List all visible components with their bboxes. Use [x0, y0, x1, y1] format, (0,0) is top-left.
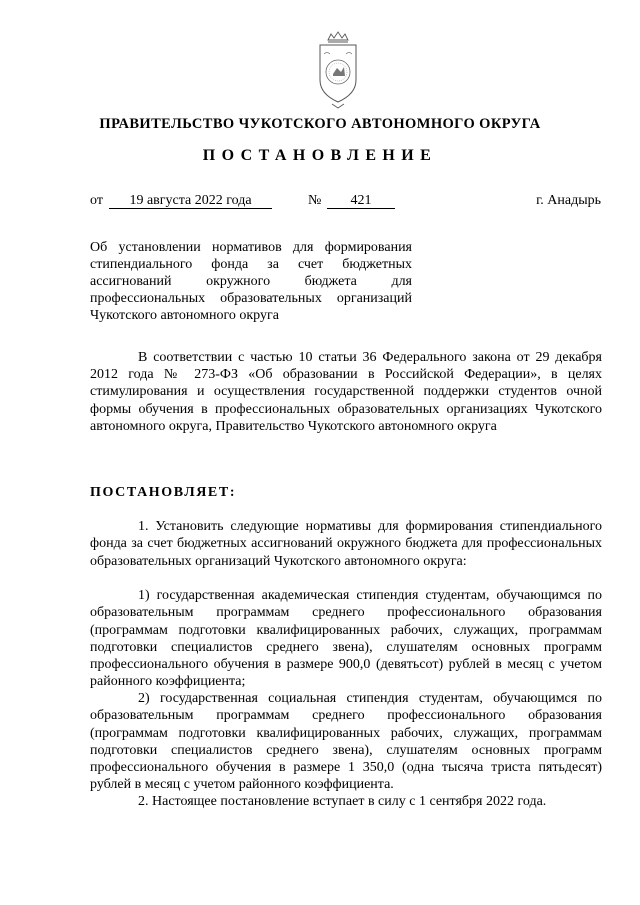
- subject-line: профессиональных образовательных организаций: [90, 291, 412, 306]
- resolves-heading: ПОСТАНОВЛЯЕТ:: [90, 485, 237, 500]
- number-label: №: [308, 193, 322, 208]
- decree-subject: [90, 239, 412, 324]
- decree-title: ПОСТАНОВЛЕНИЕ: [202, 147, 438, 164]
- clause-2: 2. Настоящее постановление вступает в силу с 1 сентября 2022 года.: [138, 794, 547, 809]
- government-title: ПРАВИТЕЛЬСТВО ЧУКОТСКОГО АВТОНОМНОГО ОКРУГА: [99, 116, 541, 132]
- preamble-paragraph: В соответствии с частью 10 статьи 36 Федерального закона от 29 декабря 2012 года № 273-ФЗ «Об образовании в Российской Федерации», в целях стимулирования и осуществления государственной поддержки студентов очной формы обучения в профессиональных образовательных организациях Чукотского автономного округа, Правительство Чукотского автономного округа: [90, 350, 602, 434]
- clause-1: 1. Установить следующие нормативы для формирования стипендиального фонда за счет бюджетных ассигнований окружного бюджета для профессиональных образовательных организаций Чукотского автономного округа:: [90, 519, 602, 569]
- decree-city: г. Анадырь: [536, 193, 601, 208]
- decree-date: 19 августа 2022 года: [109, 191, 272, 209]
- coat-of-arms-icon: [314, 30, 362, 110]
- date-prefix: от: [90, 193, 103, 208]
- subject-line: стипендиального фонда за счет бюджетных: [90, 257, 412, 272]
- clause-1-subitem-1: 1) государственная академическая стипендия студентам, обучающимся по образовательным программам среднего профессионального образования (программам подготовки квалифицированных рабочих, служащих, программам подготовки специалистов среднего звена), слушателям основных программ профессионального обучения в размере 900,0 (девятьсот) рублей в месяц с учетом районного коэффициента;: [90, 588, 602, 690]
- subject-line: Об установлении нормативов для формирования: [90, 240, 412, 255]
- decree-number: 421: [327, 191, 395, 209]
- clause-1-subitem-2: 2) государственная социальная стипендия студентам, обучающимся по образовательным программам среднего профессионального образования (программам подготовки квалифицированных рабочих, служащих, программам подготовки специалистов среднего звена), слушателям основных программ профессионального обучения в размере 1 350,0 (одна тысяча триста пятьдесят) рублей в месяц с учетом районного коэффициента.: [90, 691, 602, 793]
- subject-line: Чукотского автономного округа: [90, 308, 279, 323]
- subject-line: ассигнований окружного бюджета для: [90, 274, 412, 289]
